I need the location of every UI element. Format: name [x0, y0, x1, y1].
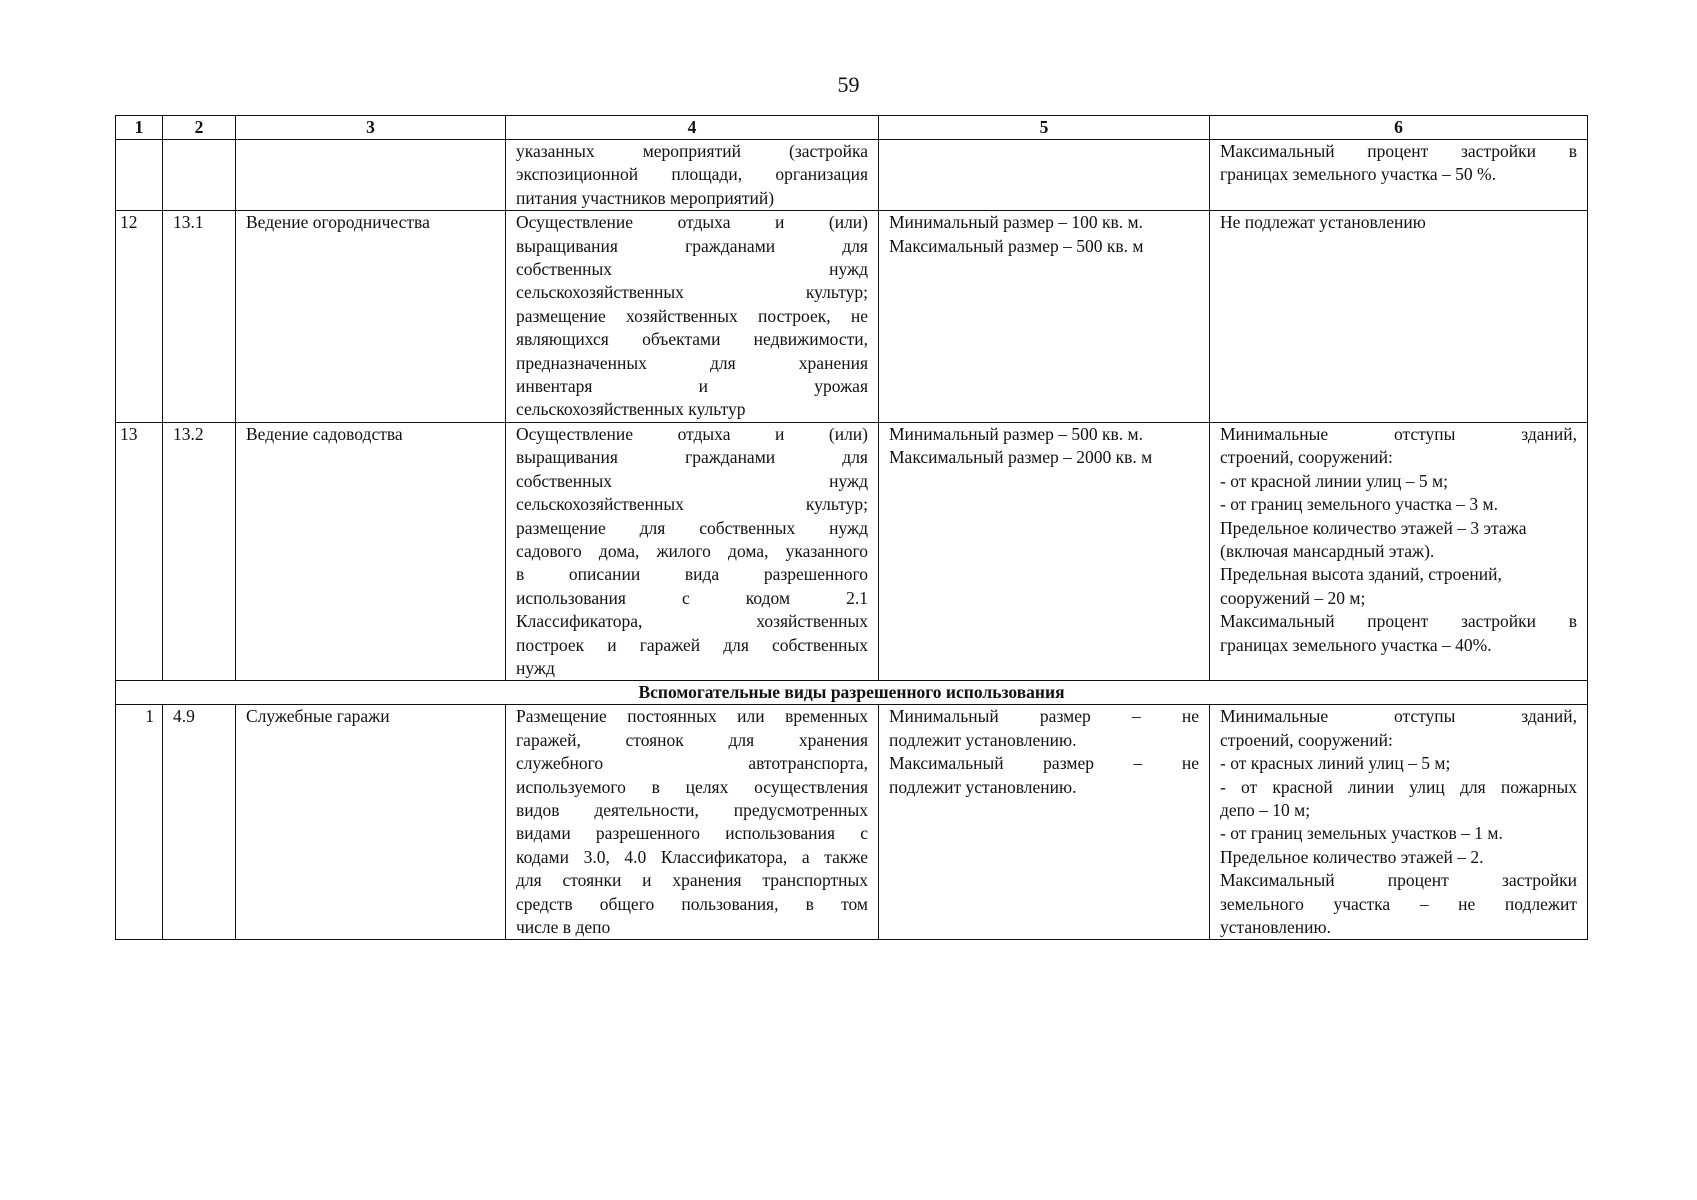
cell-line: - от красной линии улиц – 5 м;	[1220, 470, 1448, 491]
cell-num	[116, 140, 163, 211]
cell-line: являющихся объектами недвижимости,	[516, 329, 868, 350]
cell-line: Минимальный размер – 500 кв. м.	[889, 423, 1143, 444]
cell-description	[506, 422, 879, 680]
cell-line: собственных нужд	[516, 470, 868, 491]
section-title: Вспомогательные виды разрешенного использования	[116, 681, 1588, 705]
cell-line: строений, сооружений:	[1220, 729, 1393, 750]
cell-land-size	[879, 705, 1210, 940]
header-col-4: 4	[506, 116, 879, 140]
cell-line: Осуществление отдыха и (или)	[516, 423, 868, 444]
cell-line: кодами 3.0, 4.0 Классификатора, а также	[516, 846, 868, 867]
cell-line: Максимальный процент застройки в	[1220, 141, 1577, 161]
cell-num: 13	[116, 422, 163, 680]
cell-line: Максимальный размер – 500 кв. м	[889, 235, 1144, 256]
cell-line: земельного участка – не подлежит	[1220, 893, 1577, 914]
cell-line: Минимальный размер – не	[889, 706, 1199, 727]
cell-line: указанных мероприятий (застройка	[516, 141, 868, 161]
cell-code: 4.9	[163, 705, 236, 940]
cell-line: подлежит установлению.	[889, 729, 1077, 750]
cell-line: Минимальные отступы зданий,	[1220, 423, 1577, 444]
cell-line: садового дома, жилого дома, указанного	[516, 540, 868, 561]
cell-line: Не подлежат установлению	[1220, 212, 1426, 233]
cell-line: Максимальный размер – не	[889, 753, 1199, 774]
cell-line: Классификатора, хозяйственных	[516, 611, 868, 632]
cell-line: Максимальный размер – 2000 кв. м	[889, 447, 1153, 468]
cell-line: - от красных линий улиц – 5 м;	[1220, 753, 1451, 774]
cell-name: Ведение огородничества	[236, 211, 506, 423]
cell-land-size	[879, 211, 1210, 423]
cell-num: 1	[116, 705, 163, 940]
header-col-3: 3	[236, 116, 506, 140]
cell-line: гаражей, стоянок для хранения	[516, 729, 868, 750]
cell-line: подлежит установлению.	[889, 776, 1077, 797]
cell-line: числе в депо	[516, 917, 611, 937]
cell-line: средств общего пользования, в том	[516, 893, 868, 914]
cell-line: Осуществление отдыха и (или)	[516, 212, 868, 233]
header-row	[116, 116, 1588, 140]
header-col-5: 5	[879, 116, 1210, 140]
cell-line: Максимальный процент застройки	[1220, 870, 1577, 891]
cell-line: (включая мансардный этаж).	[1220, 540, 1435, 561]
cell-line: Предельная высота зданий, строений,	[1220, 564, 1502, 585]
cell-line: сооружений – 20 м;	[1220, 587, 1366, 608]
cell-code: 13.2	[163, 422, 236, 680]
cell-line: сельскохозяйственных культур;	[516, 282, 868, 303]
cell-line: видами разрешенного использования с	[516, 823, 868, 844]
header-col-6: 6	[1210, 116, 1588, 140]
cell-parameters	[1210, 140, 1588, 211]
table-row-12	[116, 211, 1588, 423]
cell-parameters	[1210, 422, 1588, 680]
cell-line: границах земельного участка – 50 %.	[1220, 164, 1496, 185]
cell-line: сельскохозяйственных культур;	[516, 494, 868, 515]
cell-line: нужд	[516, 657, 555, 678]
cell-line: для стоянки и хранения транспортных	[516, 870, 868, 891]
cell-line: Минимальный размер – 100 кв. м.	[889, 212, 1143, 233]
cell-line: выращивания гражданами для	[516, 235, 868, 256]
cell-name: Служебные гаражи	[236, 705, 506, 940]
cell-line: депо – 10 м;	[1220, 799, 1311, 820]
cell-line: Максимальный процент застройки в	[1220, 611, 1577, 632]
cell-line: использования с кодом 2.1	[516, 587, 868, 608]
cell-description	[506, 211, 879, 423]
cell-line: строений, сооружений:	[1220, 447, 1393, 468]
cell-description	[506, 705, 879, 940]
cell-line: размещение хозяйственных построек, не	[516, 305, 868, 326]
cell-land-size	[879, 140, 1210, 211]
cell-name: Ведение садоводства	[236, 422, 506, 680]
cell-line: выращивания гражданами для	[516, 447, 868, 468]
cell-line: - от границ земельного участка – 3 м.	[1220, 494, 1498, 515]
cell-line: построек и гаражей для собственных	[516, 634, 868, 655]
table-row-continued	[116, 140, 1588, 211]
cell-code: 13.1	[163, 211, 236, 423]
cell-line: используемого в целях осуществления	[516, 776, 868, 797]
cell-name	[236, 140, 506, 211]
cell-line: в описании вида разрешенного	[516, 564, 868, 585]
page-number: 59	[837, 72, 860, 97]
cell-line: установлению.	[1220, 917, 1331, 937]
cell-num: 12	[116, 211, 163, 423]
cell-line: видов деятельности, предусмотренных	[516, 799, 868, 820]
header-col-1: 1	[116, 116, 163, 140]
cell-line: размещение для собственных нужд	[516, 517, 868, 538]
cell-line: - от красной линии улиц для пожарных	[1220, 776, 1577, 797]
cell-line: Минимальные отступы зданий,	[1220, 706, 1577, 727]
cell-line: Предельное количество этажей – 2.	[1220, 846, 1484, 867]
cell-parameters	[1210, 211, 1588, 423]
cell-line: границах земельного участка – 40%.	[1220, 634, 1492, 655]
cell-line: сельскохозяйственных культур	[516, 399, 746, 420]
table-row-13	[116, 422, 1588, 680]
table-row-aux-1	[116, 705, 1588, 940]
zoning-table	[115, 115, 1588, 940]
cell-line: Предельное количество этажей – 3 этажа	[1220, 517, 1527, 538]
cell-line: инвентаря и урожая	[516, 376, 868, 397]
cell-code	[163, 140, 236, 211]
cell-description	[506, 140, 879, 211]
cell-line: Размещение постоянных или временных	[516, 706, 868, 727]
cell-land-size	[879, 422, 1210, 680]
header-col-2: 2	[163, 116, 236, 140]
cell-line: - от границ земельных участков – 1 м.	[1220, 823, 1503, 844]
cell-line: предназначенных для хранения	[516, 352, 868, 373]
cell-line: собственных нужд	[516, 259, 868, 280]
cell-line: служебного автотранспорта,	[516, 753, 868, 774]
cell-line: экспозиционной площади, организация	[516, 164, 868, 185]
cell-line: питания участников мероприятий)	[516, 187, 775, 208]
cell-parameters	[1210, 705, 1588, 940]
section-row	[116, 681, 1588, 705]
